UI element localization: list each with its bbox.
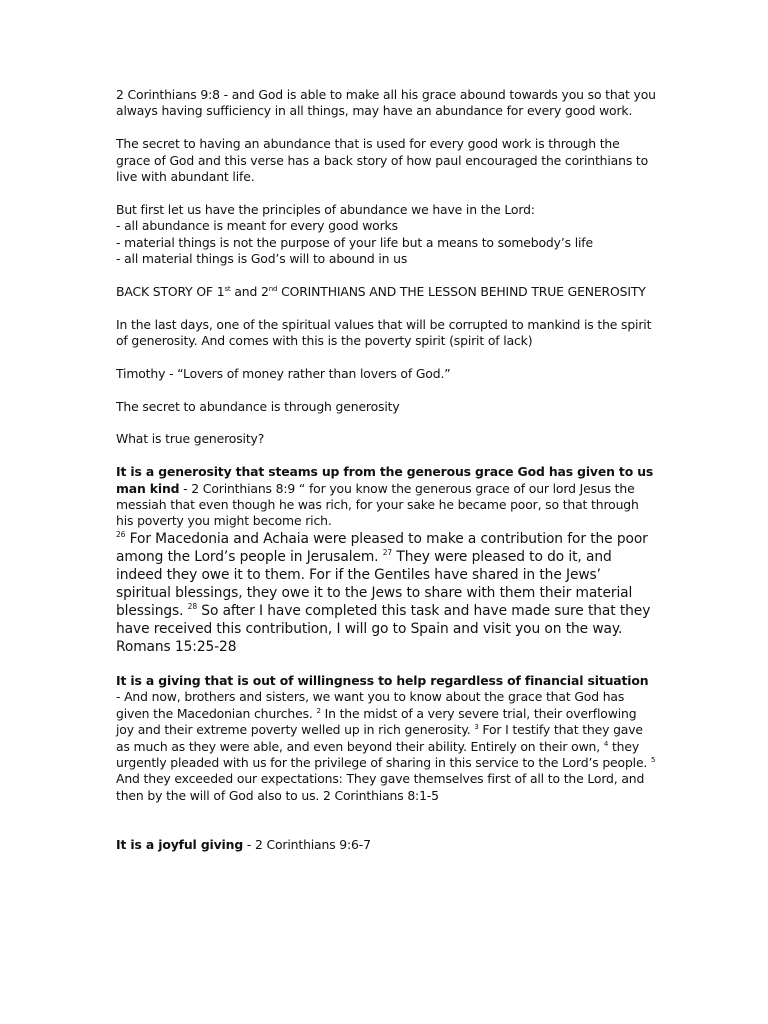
point-text: - 2 Corinthians 9:6-7 bbox=[243, 836, 371, 852]
point-paragraph bbox=[116, 464, 656, 530]
verse-number: 5 bbox=[651, 755, 656, 764]
verse-text: So after I have completed this task and have made sure that they have received this contribution, I will go to Spain and visit you on the way. Romans 15:25-28 bbox=[116, 603, 651, 656]
principles-intro: But first let us have the principles of abundance we have in the Lord: bbox=[116, 201, 535, 217]
point-joyful-giving bbox=[116, 837, 656, 853]
verse-text: They were pleased to do it, and indeed they owe it to them. For if the Gentiles have shared in the Jews’ spiritual blessings, they owe it to the Jews to share with them their material blessings. bbox=[116, 548, 633, 620]
principle-item: - all abundance is meant for every good works bbox=[116, 218, 398, 234]
verse-text: In the midst of a very severe trial, their overflowing joy and their extreme poverty welled up in rich generosity. bbox=[116, 705, 637, 738]
point-heading: It is a generosity that steams up from the generous grace God has given to us man kind bbox=[116, 464, 654, 496]
verse-number: 26 bbox=[116, 529, 126, 539]
paragraph-secret-generosity: The secret to abundance is through generosity bbox=[116, 398, 400, 414]
backstory-text: and 2 bbox=[230, 283, 269, 299]
backstory-heading bbox=[116, 284, 656, 300]
ordinal-suffix: nd bbox=[268, 284, 278, 293]
verse-number: 28 bbox=[187, 602, 197, 612]
verse-text: they urgently pleaded with us for the privilege of sharing in this service to the Lord’s people. bbox=[116, 738, 651, 770]
paragraph-question: What is true generosity? bbox=[116, 431, 265, 447]
point-heading: It is a joyful giving bbox=[116, 836, 244, 852]
verse-text: For Macedonia and Achaia were pleased to make a contribution for the poor among the Lord’s people in Jerusalem. bbox=[116, 530, 648, 565]
verse-text: And they exceeded our expectations: They gave themselves first of all to the Lord, and then by the will of God also to us. 2 Corinthians 8:1-5 bbox=[116, 771, 645, 803]
point-willingness bbox=[116, 673, 656, 804]
verse-text: - And now, brothers and sisters, we want you to know about the grace that God has given the Macedonian churches. bbox=[116, 689, 625, 721]
paragraph-secret-abundance: The secret to having an abundance that is used for every good work is through the grace of God and this verse has a back story of how paul encouraged the corinthians to live with abundant life. bbox=[116, 136, 649, 185]
romans-passage bbox=[116, 530, 656, 657]
backstory-text: CORINTHIANS AND THE LESSON BEHIND TRUE GENEROSITY bbox=[277, 283, 646, 299]
backstory-text: BACK STORY OF 1 bbox=[116, 283, 225, 299]
principles-block bbox=[116, 202, 656, 268]
verse-text: For I testify that they gave as much as they were able, and even beyond their ability. Entirely on their own, bbox=[116, 722, 643, 754]
point-generous-grace bbox=[116, 464, 656, 656]
paragraph-timothy-quote: Timothy - “Lovers of money rather than lovers of God.” bbox=[116, 365, 451, 381]
principle-item: - all material things is God’s will to abound in us bbox=[116, 251, 408, 267]
verse-number: 27 bbox=[382, 547, 393, 557]
paragraph-intro-verse: 2 Corinthians 9:8 - and God is able to make all his grace abound towards you so that you always having sufficiency in all things, may have an abundance for every good work. bbox=[116, 87, 656, 119]
ordinal-suffix: st bbox=[224, 284, 231, 293]
verse-number: 3 bbox=[474, 723, 479, 732]
principle-item: - material things is not the purpose of your life but a means to somebody’s life bbox=[116, 234, 593, 250]
point-heading: It is a giving that is out of willingness to help regardless of financial situation bbox=[116, 672, 649, 688]
point-text: - 2 Corinthians 8:9 “ for you know the generous grace of our lord Jesus the messiah that even though he was rich, for your sake he became poor, so that through his poverty you might become rich. bbox=[116, 480, 639, 529]
paragraph-last-days: In the last days, one of the spiritual values that will be corrupted to mankind is the spirit of generosity. And comes with this is the poverty spirit (spirit of lack) bbox=[116, 316, 652, 349]
verse-number: 4 bbox=[603, 739, 609, 748]
verse-number: 2 bbox=[316, 706, 321, 715]
